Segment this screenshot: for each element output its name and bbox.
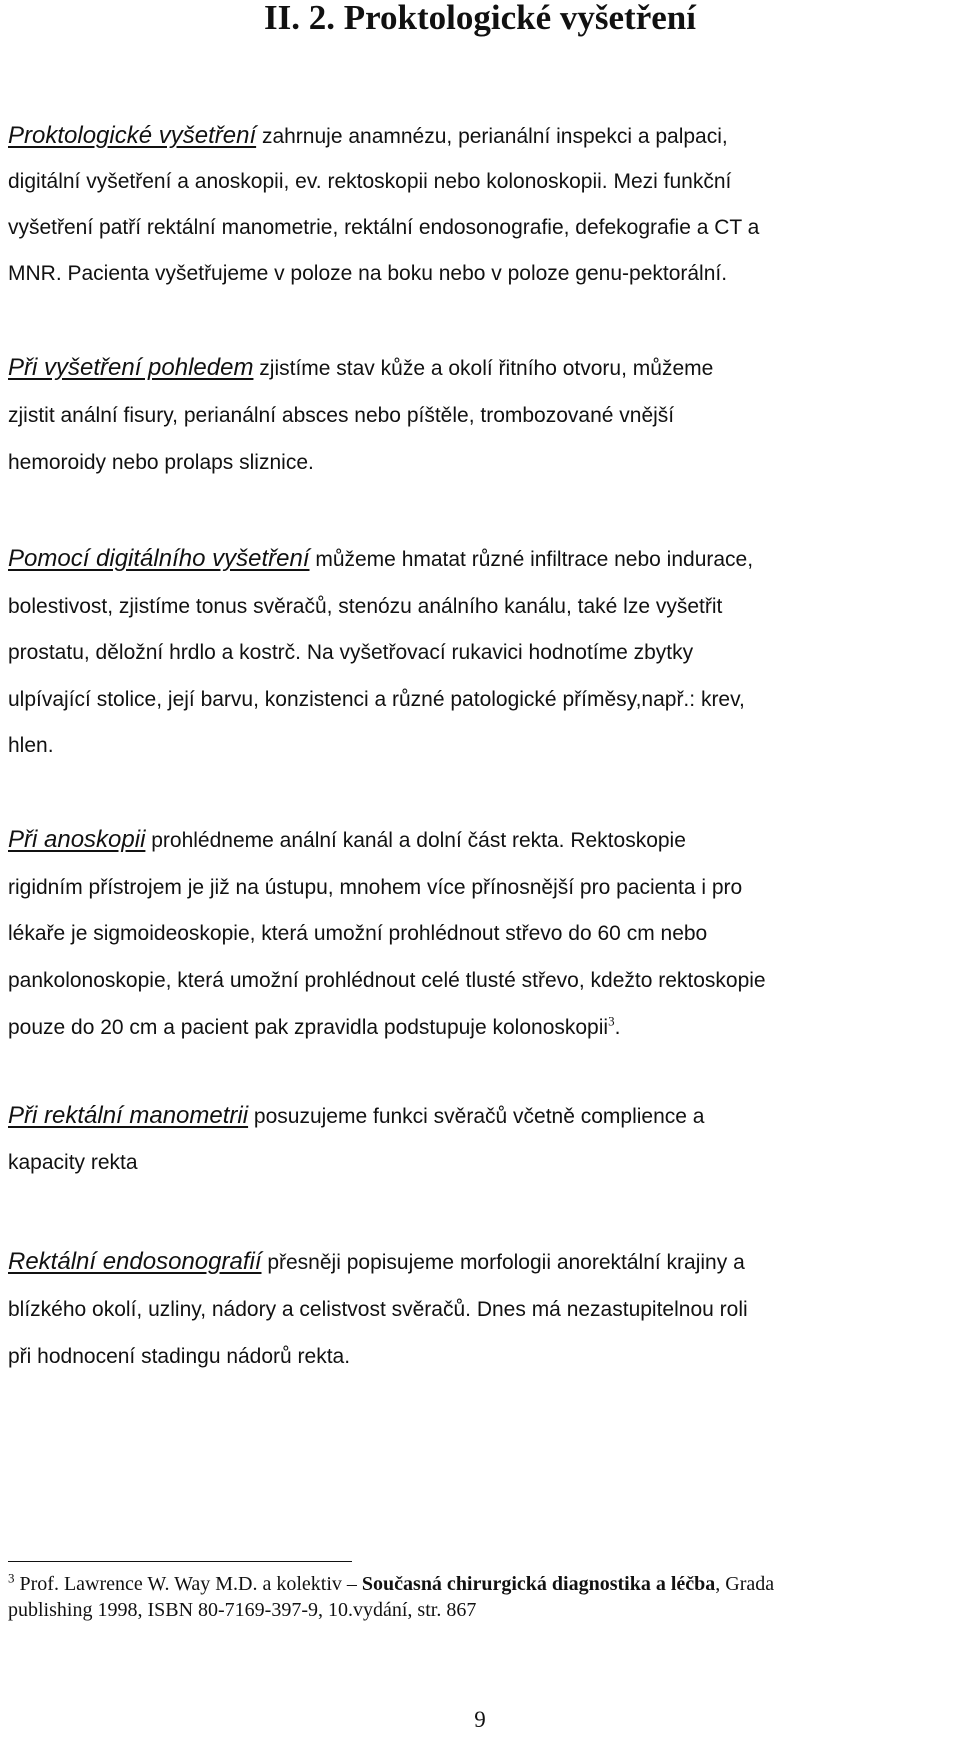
page-title: II. 2. Proktologické vyšetření xyxy=(264,0,696,37)
text-line: hemoroidy nebo prolaps sliznice. xyxy=(8,451,314,474)
text-line: při hodnocení stadingu nádorů rekta. xyxy=(8,1345,351,1368)
text-line: Rektální endosonografií přesněji popisujeme morfologii anorektální krajiny a xyxy=(8,1248,745,1275)
footnote xyxy=(8,1571,952,1623)
text-line: lékaře je sigmoideoskopie, která umožní prohlédnout střevo do 60 cm nebo xyxy=(8,922,708,945)
term-digital-exam: Pomocí digitálního vyšetření xyxy=(8,545,310,572)
footnote-reference: 3 xyxy=(608,1013,615,1029)
page-number: 9 xyxy=(474,1707,486,1732)
text-line: hlen. xyxy=(8,734,54,757)
text-line: vyšetření patří rektální manometrie, rektální endosonografie, defekografie a CT a xyxy=(8,216,760,239)
text-line: prostatu, děložní hrdlo a kostrč. Na vyšetřovací rukavici hodnotíme zbytky xyxy=(8,641,694,664)
text-line: pouze do 20 cm a pacient pak zpravidla podstupuje kolonoskopii$^3$. xyxy=(8,1013,621,1039)
text-line: bolestivost, zjistíme tonus svěračů, stenózu análního kanálu, také lze vyšetřit xyxy=(8,594,723,618)
text-line: zjistit anální fisury, perianální absces nebo píštěle, trombozované vnější xyxy=(8,404,675,427)
text-line: kapacity rekta xyxy=(8,1151,138,1174)
term-visual-inspection: Při vyšetření pohledem xyxy=(8,354,254,381)
paragraph-anoscopy xyxy=(8,817,952,1052)
footnote-publication-details: publishing 1998, ISBN 80-7169-397-9, 10.vydání, str. 867 xyxy=(8,1599,477,1621)
term-anoscopy: Při anoskopii xyxy=(8,826,146,853)
paragraph-examination-overview xyxy=(8,113,952,297)
text-line: pankolonoskopie, která umožní prohlédnout celé tlusté střevo, kdežto rektoskopie xyxy=(8,968,766,992)
text-line: Pomocí digitálního vyšetření můžeme hmatat různé infiltrace nebo indurace, xyxy=(8,545,754,572)
footnote-book-title: Současná chirurgická diagnostika a léčba xyxy=(361,1573,716,1595)
term-rectal-manometry: Při rektální manometrii xyxy=(8,1102,249,1129)
paragraph-digital-exam xyxy=(8,536,952,770)
text-line: digitální vyšetření a anoskopii, ev. rektoskopii nebo kolonoskopii. Mezi funkční xyxy=(8,170,732,193)
footnote-author: Prof. Lawrence W. Way M.D. a kolektiv – xyxy=(14,1573,362,1595)
footnote-publisher: , Grada xyxy=(715,1573,775,1595)
text-line: ulpívající stolice, její barvu, konzistenci a různé patologické příměsy,např.: krev, xyxy=(8,687,745,711)
term-proctological-exam: Proktologické vyšetření xyxy=(8,122,257,149)
text-line: Při vyšetření pohledem zjistíme stav kůže a okolí řitního otvoru, můžeme xyxy=(8,354,714,381)
text-line: Proktologické vyšetření zahrnuje anamnézu, perianální inspekci a palpaci, xyxy=(8,122,728,149)
text-line: rigidním přístrojem je již na ústupu, mnohem více přínosnější pro pacienta i pro xyxy=(8,875,743,899)
text-line: Při anoskopii prohlédneme anální kanál a dolní část rekta. Rektoskopie xyxy=(8,826,686,853)
footnote-marker: 3 xyxy=(8,1570,15,1586)
footnote-separator xyxy=(8,1561,352,1562)
text-line: blízkého okolí, uzliny, nádory a celistvost svěračů. Dnes má nezastupitelnou roli xyxy=(8,1298,748,1321)
paragraph-manometry xyxy=(8,1093,952,1186)
term-rectal-endosonography: Rektální endosonografií xyxy=(8,1248,262,1275)
paragraph-visual-inspection xyxy=(8,344,952,486)
text-line: Při rektální manometrii posuzujeme funkci svěračů včetně complience a xyxy=(8,1102,705,1129)
text-line: MNR. Pacienta vyšetřujeme v poloze na boku nebo v poloze genu-pektorální. xyxy=(8,262,728,285)
paragraph-endosonography xyxy=(8,1238,952,1380)
